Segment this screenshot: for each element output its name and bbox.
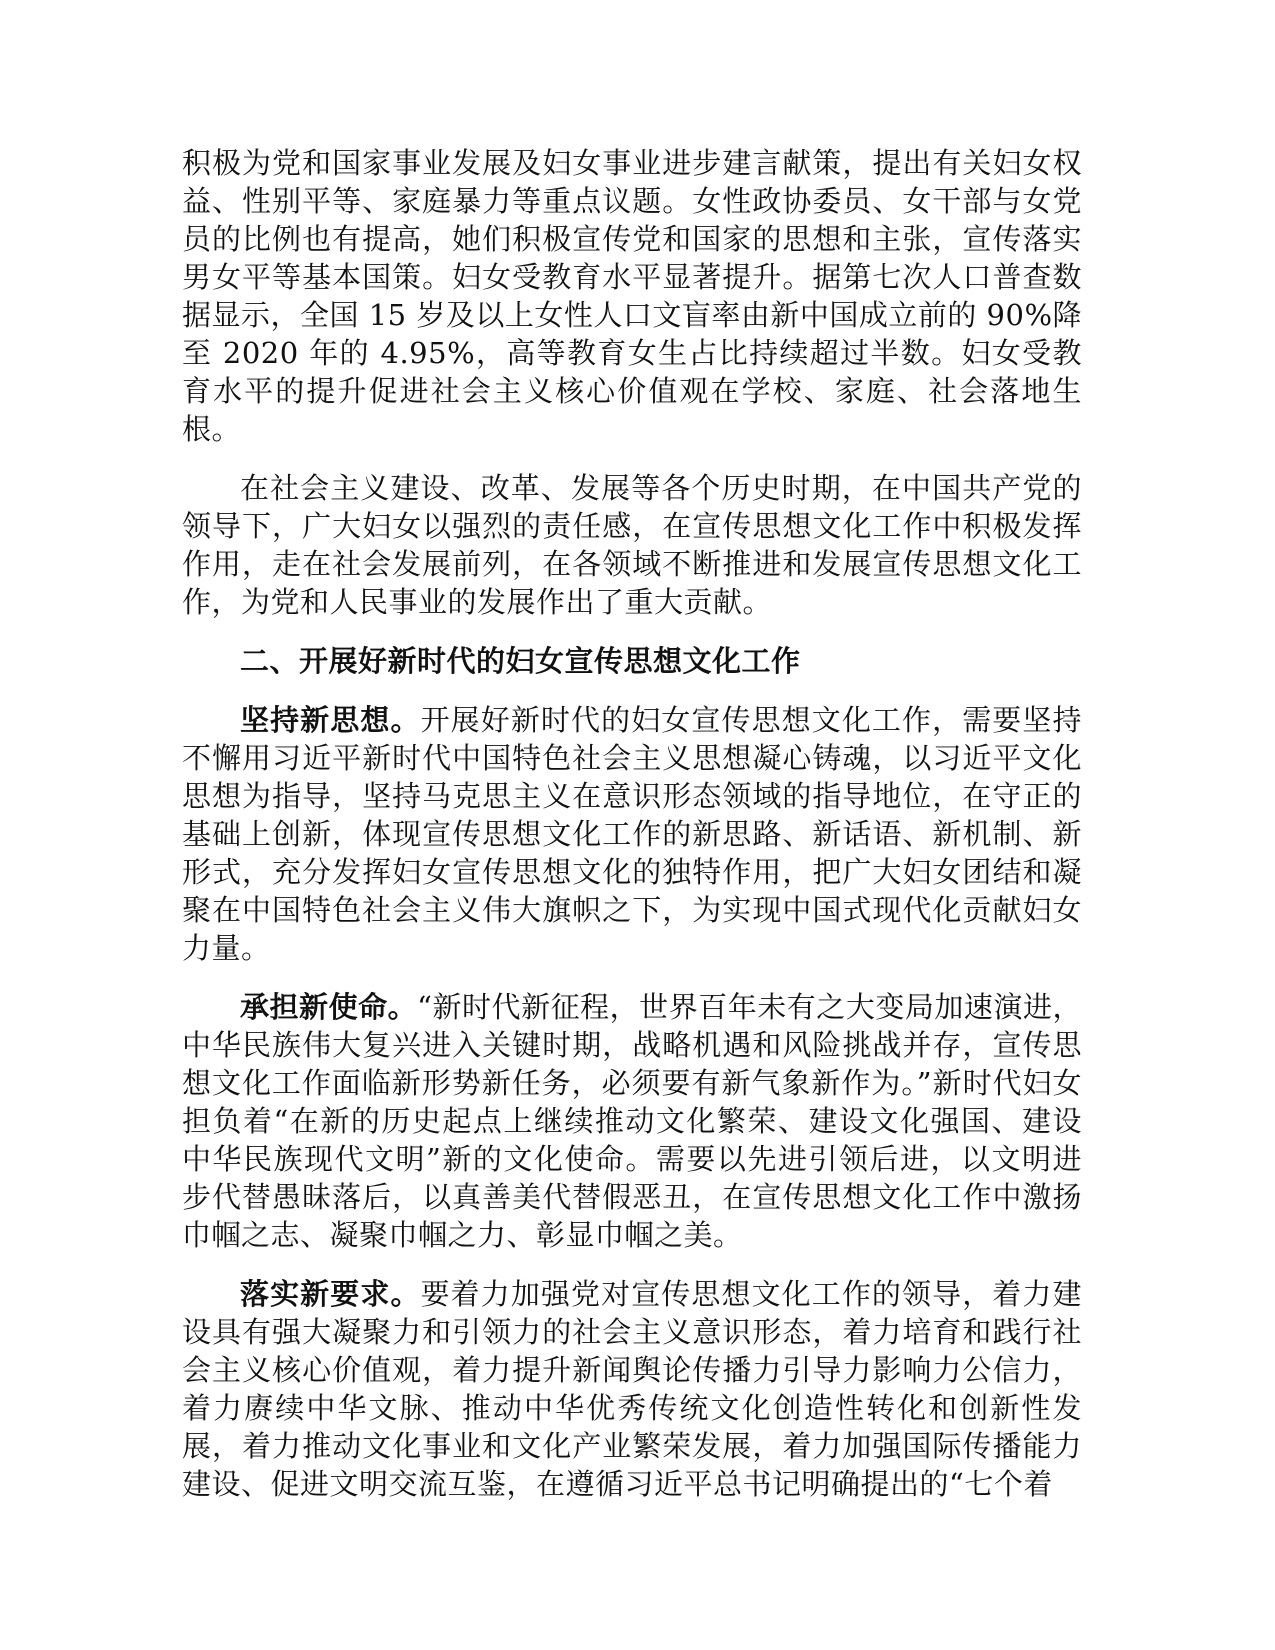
paragraph-text: 要着力加强党对宣传思想文化工作的领导，着力建设具有强大凝聚力和引领力的社会主义意识形态，着力培育和践行社会主义核心价值观，着力提升新闻舆论传播力引导力影响力公信力，着力赓续中华文脉、推动中华优秀传统文化创造性转化和创新性发展，着力推动文化事业和文化产业繁荣发展，着力加强国际传播能力建设、促进文明交流互鉴，在遵循习近平总书记明确提出的“七个着 [182, 1277, 1082, 1501]
paragraph-continuation [182, 144, 1082, 448]
paragraph-history [182, 469, 1082, 621]
paragraph-text: “新时代新征程，世界百年未有之大变局加速演进，中华民族伟大复兴进入关键时期，战略机遇和风险挑战并存，宣传思想文化工作面临新形势新任务，必须要有新气象新作为。”新时代妇女担负着“在新的历史起点上继续推动文化繁荣、建设文化强国、建设中华民族现代文明”新的文化使命。需要以先进引领后进，以文明进步代替愚昧落后，以真善美代替假恶丑，在宣传思想文化工作中激扬巾帼之志、凝聚巾帼之力、彰显巾帼之美。 [182, 990, 1082, 1252]
paragraph-new-thought [182, 701, 1082, 967]
paragraph-text: 开展好新时代的妇女宣传思想文化工作，需要坚持不懈用习近平新时代中国特色社会主义思想凝心铸魂，以习近平文化思想为指导，坚持马克思主义在意识形态领域的指导地位，在守正的基础上创新，体现宣传思想文化工作的新思路、新话语、新机制、新形式，充分发挥妇女宣传思想文化的独特作用，把广大妇女团结和凝聚在中国特色社会主义伟大旗帜之下，为实现中国式现代化贡献妇女力量。 [182, 703, 1082, 965]
paragraph-lead: 承担新使命。 [240, 990, 418, 1024]
paragraph-lead: 落实新要求。 [240, 1277, 421, 1311]
paragraph-new-mission [182, 988, 1082, 1254]
paragraph-text: 积极为党和国家事业发展及妇女事业进步建言献策，提出有关妇女权益、性别平等、家庭暴力等重点议题。女性政协委员、女干部与女党员的比例也有提高，她们积极宣传党和国家的思想和主张，宣传落实男女平等基本国策。妇女受教育水平显著提升。据第七次人口普查数据显示，全国 15 岁及以上女性人口文盲率由新中国成立前的 90%降至 2020 年的 4.95%，高等教育女生占比持续超过半数。妇女受教育水平的提升促进社会主义核心价值观在学校、家庭、社会落地生根。 [182, 146, 1083, 446]
paragraph-lead: 坚持新思想。 [240, 703, 421, 737]
section-heading: 二、开展好新时代的妇女宣传思想文化工作 [240, 644, 801, 678]
body-text [182, 144, 1082, 1524]
paragraph-text: 在社会主义建设、改革、发展等各个历史时期，在中国共产党的领导下，广大妇女以强烈的责任感，在宣传思想文化工作中积极发挥作用，走在社会发展前列，在各领域不断推进和发展宣传思想文化工作，为党和人民事业的发展作出了重大贡献。 [182, 471, 1082, 619]
paragraph-new-requirements [182, 1275, 1082, 1503]
